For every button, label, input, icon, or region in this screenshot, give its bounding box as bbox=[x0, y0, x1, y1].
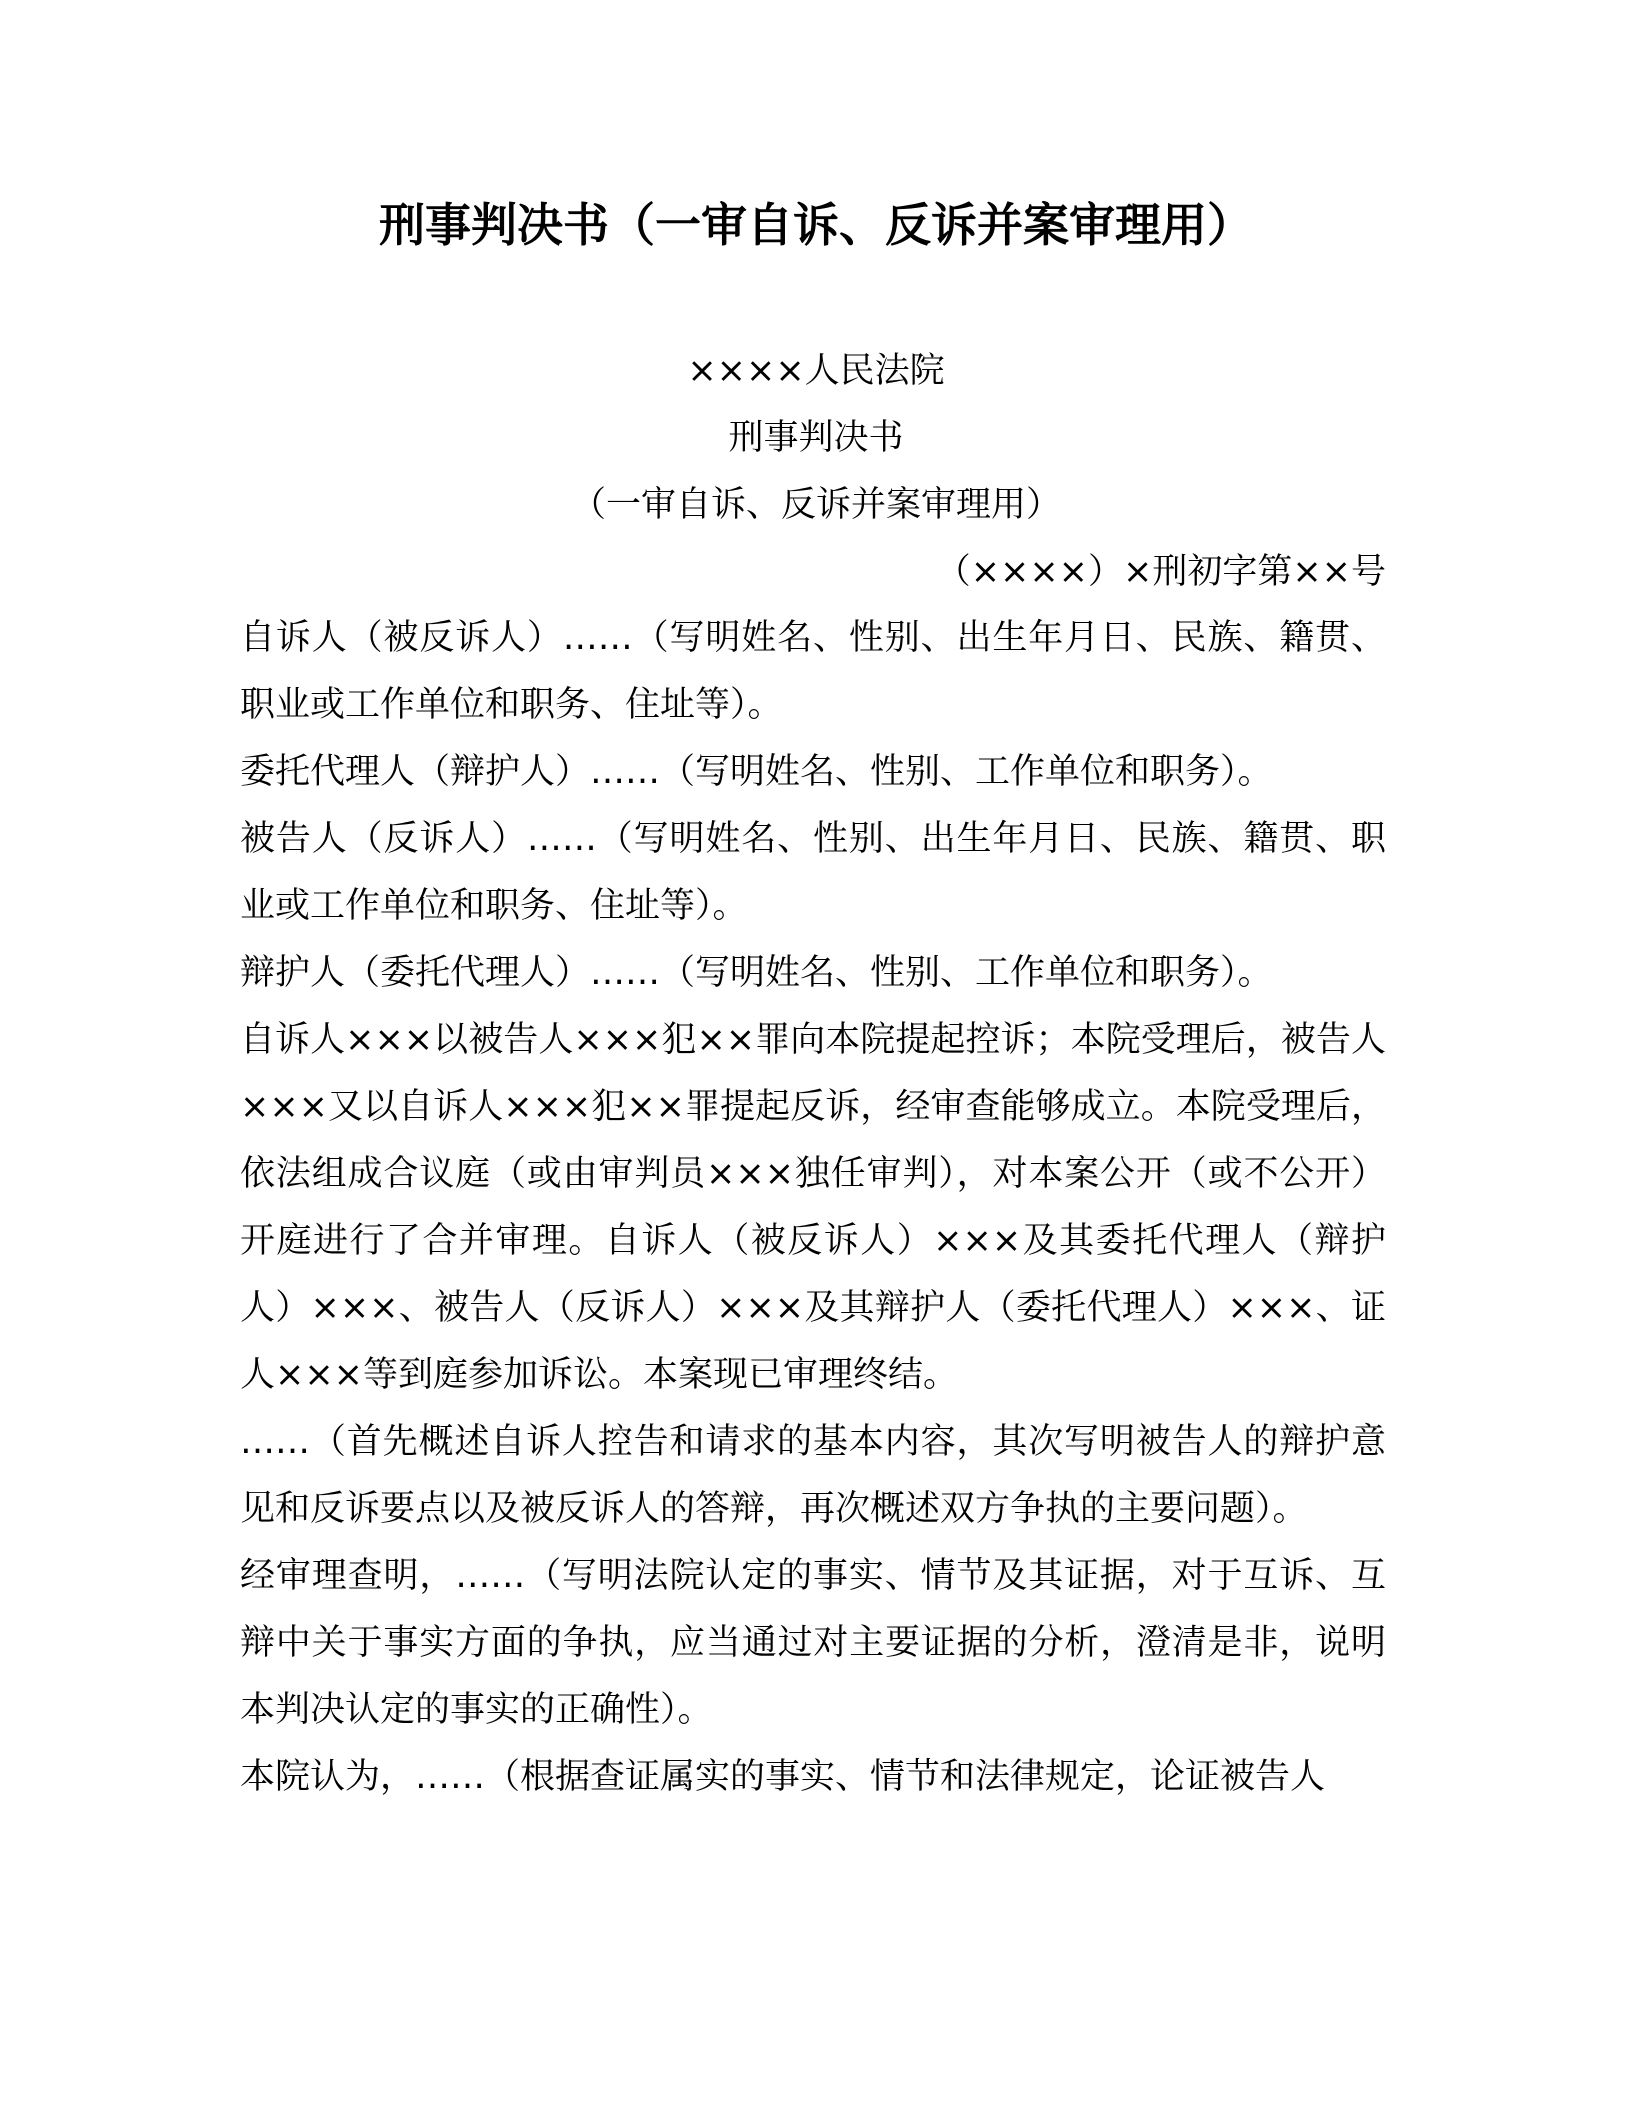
document-type: 刑事判决书 bbox=[728, 418, 904, 458]
paragraph-proceedings: 自诉人×××以被告人×××犯××罪向本院提起控诉；本院受理后，被告人×××又以自诉人×××犯××罪提起反诉，经审查能够成立。本院受理后，依法组成合议庭（或由审判员×××独任审判），对本案公开（或不公开）开庭进行了合并审理。自诉人（被反诉人）×××及其委托代理人（辩护人）×××、被告人（反诉人）×××及其辩护人（委托代理人）×××、证人×××等到庭参加诉讼。本案现已审理终结。 bbox=[240, 1020, 1386, 1395]
court-name: ××××人民法院 bbox=[687, 351, 945, 391]
paragraph-defendant-counsel: 辩护人（委托代理人）……（写明姓名、性别、工作单位和职务）。 bbox=[240, 953, 1273, 993]
document-title: 刑事判决书（一审自诉、反诉并案审理用） bbox=[379, 198, 1253, 252]
document-header bbox=[0, 338, 1632, 539]
paragraph-claims-summary: ……（首先概述自诉人控告和请求的基本内容，其次写明被告人的辩护意见和反诉要点以及被反诉人的答辩，再次概述双方争执的主要问题）。 bbox=[240, 1422, 1386, 1529]
case-number: （××××）×刑初字第××号 bbox=[935, 552, 1386, 592]
paragraph-plaintiff: 自诉人（被反诉人）……（写明姓名、性别、出生年月日、民族、籍贯、职业或工作单位和职务、住址等）。 bbox=[240, 618, 1386, 725]
paragraph-court-opinion: 本院认为，……（根据查证属实的事实、情节和法律规定，论证被告人 bbox=[240, 1757, 1326, 1797]
paragraph-findings: 经审理查明，……（写明法院认定的事实、情节及其证据，对于互诉、互辩中关于事实方面的争执，应当通过对主要证据的分析，澄清是非，说明本判决认定的事实的正确性）。 bbox=[240, 1556, 1386, 1730]
document-subtitle: （一审自诉、反诉并案审理用） bbox=[570, 485, 1061, 525]
paragraph-plaintiff-agent: 委托代理人（辩护人）……（写明姓名、性别、工作单位和职务）。 bbox=[240, 752, 1273, 792]
paragraph-defendant: 被告人（反诉人）……（写明姓名、性别、出生年月日、民族、籍贯、职业或工作单位和职务、住址等）。 bbox=[240, 819, 1386, 926]
document-body bbox=[240, 605, 1386, 1811]
